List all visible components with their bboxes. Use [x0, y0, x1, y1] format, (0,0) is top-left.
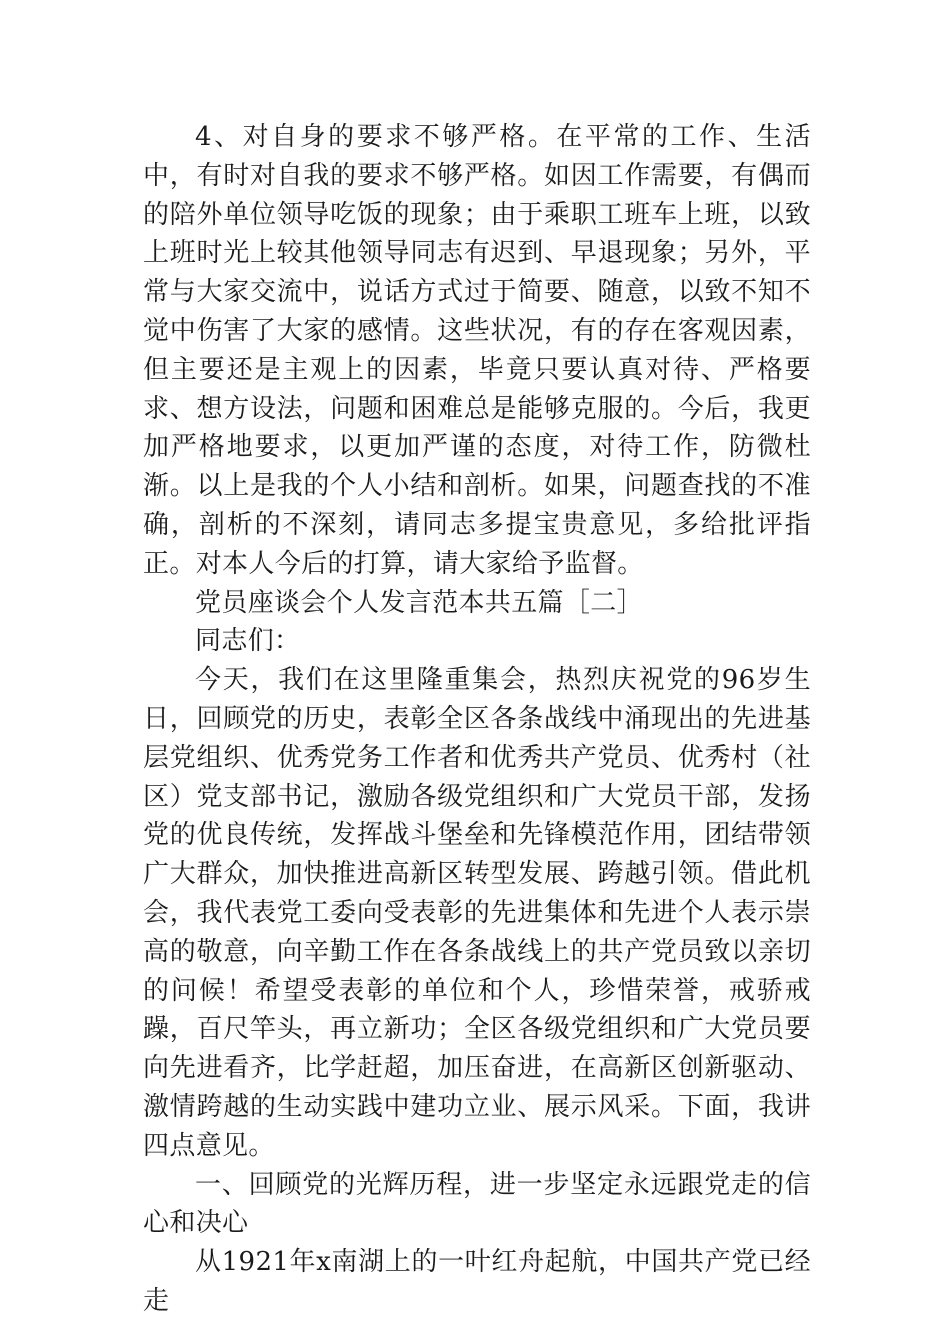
- document-body: [143, 118, 811, 1321]
- salutation: 同志们：: [195, 626, 301, 657]
- section-title: 党员座谈会个人发言范本共五篇［二］: [195, 587, 643, 618]
- paragraph-celebration: 今天，我们在这里隆重集会，热烈庆祝党的96岁生日，回顾党的历史，表彰全区各条战线中涌现出的先进基层党组织、优秀党务工作者和优秀共产党员、优秀村（社区）党支部书记，激励各级党组织和广大党员干部，发扬党的优良传统，发挥战斗堡垒和先锋模范作用，团结带领广大群众，加快推进高新区转型发展、跨越引领。借此机会，我代表党工委向受表彰的先进集体和先进个人表示崇高的敬意，向辛勤工作在各条战线上的共产党员致以亲切的问候！希望受表彰的单位和个人，珍惜荣誉，戒骄戒躁，百尺竿头，再立新功；全区各级党组织和广大党员要向先进看齐，比学赶超，加压奋进，在高新区创新驱动、激情跨越的生动实践中建功立业、展示风采。下面，我讲四点意见。: [143, 665, 811, 1161]
- paragraph-history-start: 从1921年x南湖上的一叶红舟起航，中国共产党已经走: [143, 1247, 811, 1316]
- section-heading-one: 一、回顾党的光辉历程，进一步坚定永远跟党走的信心和决心: [143, 1169, 811, 1239]
- paragraph-self-criticism: 4、对自身的要求不够严格。在平常的工作、生活中，有时对自我的要求不够严格。如因工作需要，有偶而的陪外单位领导吃饭的现象；由于乘职工班车上班，以致上班时光上较其他领导同志有迟到、早退现象；另外，平常与大家交流中，说话方式过于简要、随意，以致不知不觉中伤害了大家的感情。这些状况，有的存在客观因素，但主要还是主观上的因素，毕竟只要认真对待、严格要求、想方设法，问题和困难总是能够克服的。今后，我更加严格地要求，以更加严谨的态度，对待工作，防微杜渐。以上是我的个人小结和剖析。如果，问题查找的不准确，剖析的不深刻，请同志多提宝贵意见，多给批评指正。对本人今后的打算，请大家给予监督。: [143, 122, 811, 579]
